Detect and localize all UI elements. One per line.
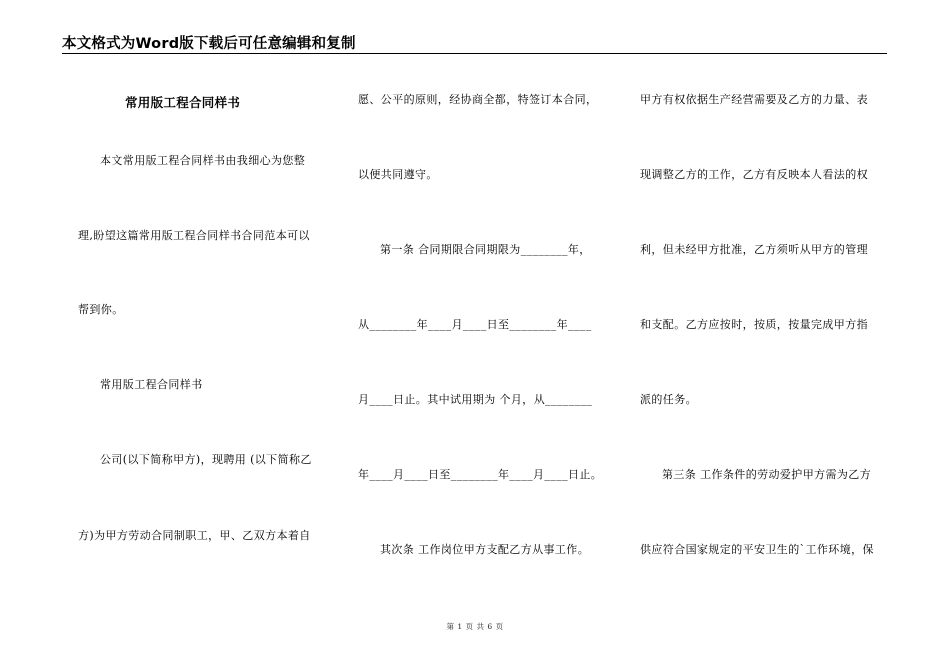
paragraph-line: 从________年____月____日至________年____ bbox=[358, 318, 592, 331]
paragraph-line: 常用版工程合同样书 bbox=[100, 378, 203, 391]
paragraph-line: 本文常用版工程合同样书由我细心为您整 bbox=[100, 154, 306, 167]
paragraph-line: 和支配。乙方应按时，按质，按量完成甲方指 bbox=[640, 318, 868, 331]
paragraph-line: 第一条 合同期限合同期限为________年， bbox=[380, 243, 591, 256]
paragraph-line: 理,盼望这篇常用版工程合同样书合同范本可以 bbox=[78, 229, 310, 242]
paragraph-line: 愿、公平的原则，经协商全都，特签订本合同， bbox=[358, 93, 598, 106]
column-1 bbox=[78, 0, 328, 672]
paragraph-line: 公司(以下简称甲方)，现聘用 (以下简称乙 bbox=[100, 453, 312, 466]
paragraph-line: 方)为甲方劳动合同制职工，甲、乙双方本着自 bbox=[78, 529, 311, 542]
paragraph-line: 帮到你。 bbox=[78, 303, 124, 316]
document-title: 常用版工程合同样书 bbox=[125, 95, 241, 110]
paragraph-line: 以便共同遵守。 bbox=[358, 168, 438, 181]
page-footer: 第 1 页 共 6 页 bbox=[446, 622, 504, 631]
paragraph-line: 甲方有权依据生产经营需要及乙方的力量、表 bbox=[640, 93, 868, 106]
paragraph-line: 年____月____日至________年____月____日止。 bbox=[358, 468, 603, 481]
paragraph-line: 派的任务。 bbox=[640, 393, 697, 406]
paragraph-line: 现调整乙方的工作，乙方有反映本人看法的权 bbox=[640, 168, 868, 181]
paragraph-line: 第三条 工作条件的劳动爱护甲方需为乙方 bbox=[662, 468, 872, 481]
column-3 bbox=[640, 0, 890, 672]
paragraph-line: 月____日止。其中试用期为 个月，从________ bbox=[358, 393, 593, 406]
paragraph-line: 其次条 工作岗位甲方支配乙方从事工作。 bbox=[380, 543, 590, 556]
paragraph-line: 利，但未经甲方批准，乙方须听从甲方的管理 bbox=[640, 243, 868, 256]
column-2 bbox=[358, 0, 608, 672]
banner-text: 本文格式为Word版下载后可任意编辑和复制 bbox=[62, 36, 356, 52]
paragraph-line: 供应符合国家规定的平安卫生的`工作环境，保 bbox=[640, 543, 874, 556]
